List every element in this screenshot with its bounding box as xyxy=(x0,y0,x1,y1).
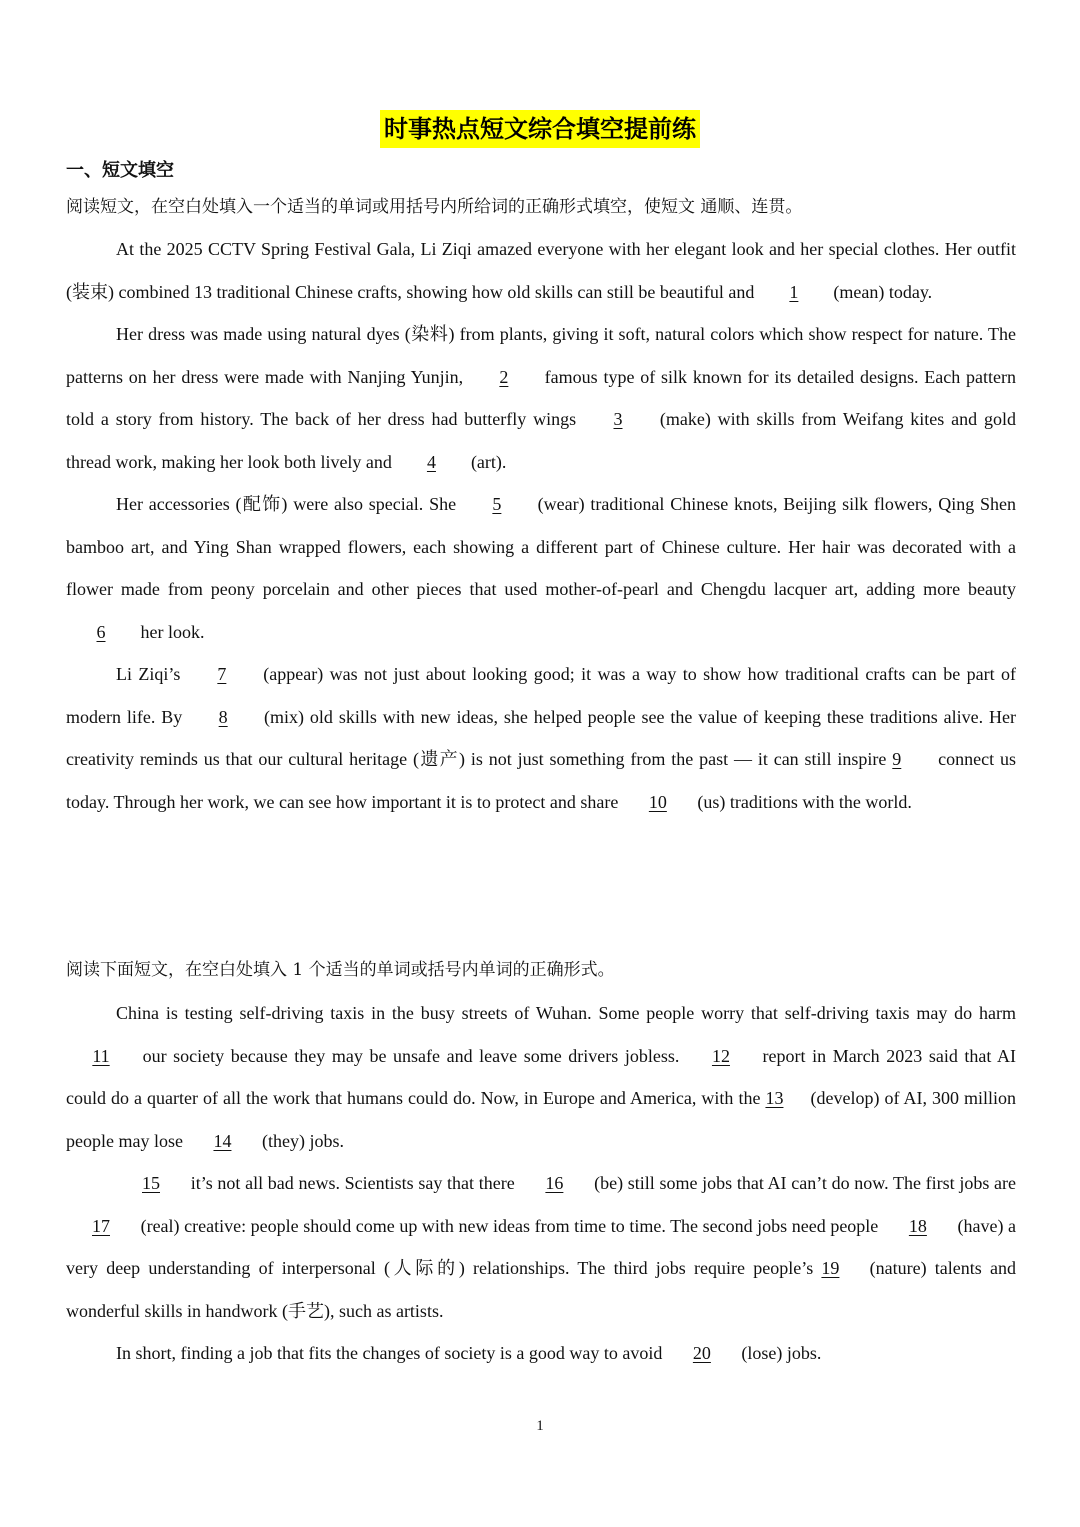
section-heading: 一、短文填空 xyxy=(66,160,174,181)
text-segment: (mean) today. xyxy=(828,281,933,302)
passage-1-paragraph-2 xyxy=(66,313,1016,483)
text-segment: Her accessories (配饰) were also special. She xyxy=(116,494,462,514)
text-segment: connect us today. Through her work, we can see how important it is to protect and share xyxy=(66,749,1016,812)
text-segment: (real) creative: people should come up with new ideas from time to time. The second jobs need people xyxy=(136,1215,883,1236)
instruction-1: 阅读短文，在空白处填入一个适当的单词或用括号内所给词的正确形式填空，使短文 通顺、连贯。 xyxy=(66,197,803,217)
blank-6[interactable]: 6 xyxy=(96,621,106,642)
text-segment: (appear) was not just about looking good; it was a way to show how traditional crafts can be part of modern life. By xyxy=(66,664,1016,727)
passage-2-paragraph-3 xyxy=(66,1332,1016,1375)
blank-12[interactable]: 12 xyxy=(711,1045,730,1066)
blank-7[interactable]: 7 xyxy=(217,664,227,684)
text-segment: our society because they may be unsafe and leave some drivers jobless. xyxy=(136,1045,686,1066)
blank-4[interactable]: 4 xyxy=(426,451,436,472)
text-segment: (make) with skills from Weifang kites and gold thread work, making her look both lively and xyxy=(66,409,1016,472)
text-segment: famous type of silk known for its detailed designs. Each pattern told a story from history. The back of her dress had butterfly wings xyxy=(66,366,1016,429)
blank-10[interactable]: 10 xyxy=(648,791,667,812)
text-segment: In short, finding a job that fits the changes of society is a good way to avoid xyxy=(116,1343,667,1363)
title-container xyxy=(0,110,1080,148)
text-segment: (nature) talents and wonderful skills in handwork (手艺), such as artists. xyxy=(66,1258,1017,1321)
blank-15[interactable]: 15 xyxy=(142,1173,160,1193)
text-segment: Li Ziqi’s xyxy=(116,664,187,684)
passage-1-paragraph-3 xyxy=(66,483,1016,653)
blank-2[interactable]: 2 xyxy=(499,366,509,387)
text-segment: (develop) of AI, 300 million people may lose xyxy=(66,1088,1016,1151)
text-segment: her look. xyxy=(136,621,205,642)
page-number: 1 xyxy=(536,1418,544,1434)
text-segment: (wear) traditional Chinese knots, Beijing silk flowers, Qing Shen bamboo art, and Ying Shan wrapped flowers, each showing a different part of Chinese culture. Her hair was decorated with a flower made from peony porcelain and other pieces that used mother-of-pearl and Chengdu lacquer art, adding more beauty xyxy=(66,494,1016,599)
blank-11[interactable]: 11 xyxy=(92,1045,110,1066)
blank-14[interactable]: 14 xyxy=(213,1130,232,1151)
instruction-2: 阅读下面短文，在空白处填入 1 个适当的单词或括号内单词的正确形式。 xyxy=(66,960,615,980)
text-segment: (be) still some jobs that AI can’t do now. The first jobs are xyxy=(589,1173,1016,1193)
text-segment: (us) traditions with the world. xyxy=(692,791,912,812)
text-segment: (have) a very deep understanding of interpersonal (人际的) relationships. The third jobs require people’s xyxy=(66,1215,1016,1278)
text-segment: Her dress was made using natural dyes (染料) from plants, giving it soft, natural colors which show respect for nature. The patterns on her dress were made with Nanjing Yunjin, xyxy=(66,324,1016,387)
blank-20[interactable]: 20 xyxy=(692,1343,711,1363)
text-segment: (lose) jobs. xyxy=(736,1343,822,1363)
passage-2-paragraph-1 xyxy=(66,992,1016,1162)
blank-19[interactable]: 19 xyxy=(821,1258,840,1278)
blank-1[interactable]: 1 xyxy=(789,281,799,302)
passage-1-paragraph-4 xyxy=(66,653,1016,823)
passage-1-paragraph-1 xyxy=(66,228,1016,313)
blank-13[interactable]: 13 xyxy=(765,1088,784,1108)
text-segment: report in March 2023 said that AI could do a quarter of all the work that humans could do. Now, in Europe and America, with the xyxy=(66,1045,1016,1108)
text-segment: it’s not all bad news. Scientists say that there xyxy=(186,1173,520,1193)
passage-2-paragraph-2 xyxy=(66,1162,1016,1332)
text-segment: China is testing self-driving taxis in the busy streets of Wuhan. Some people worry that self-driving taxis may do harm xyxy=(116,1003,1016,1023)
text-segment: (mix) old skills with new ideas, she helped people see the value of keeping these traditions alive. Her creativity reminds us that our cultural heritage (遗产) is not just something from the past — it can still inspire xyxy=(66,706,1016,769)
blank-8[interactable]: 8 xyxy=(218,706,228,727)
blank-18[interactable]: 18 xyxy=(908,1215,927,1236)
page-title: 时事热点短文综合填空提前练 xyxy=(380,110,700,148)
passage-1 xyxy=(66,228,1016,823)
passage-2 xyxy=(66,992,1016,1375)
blank-3[interactable]: 3 xyxy=(613,409,623,429)
blank-5[interactable]: 5 xyxy=(492,494,502,514)
blank-16[interactable]: 16 xyxy=(545,1173,564,1193)
blank-9[interactable]: 9 xyxy=(892,749,902,769)
text-segment: (they) jobs. xyxy=(257,1130,344,1151)
blank-17[interactable]: 17 xyxy=(92,1215,110,1236)
text-segment: (art). xyxy=(466,451,507,472)
text-segment: At the 2025 CCTV Spring Festival Gala, Li Ziqi amazed everyone with her elegant look and her special clothes. Her outfit (装束) combined 13 traditional Chinese crafts, showing how old skills can still be beautiful and xyxy=(66,239,1016,302)
